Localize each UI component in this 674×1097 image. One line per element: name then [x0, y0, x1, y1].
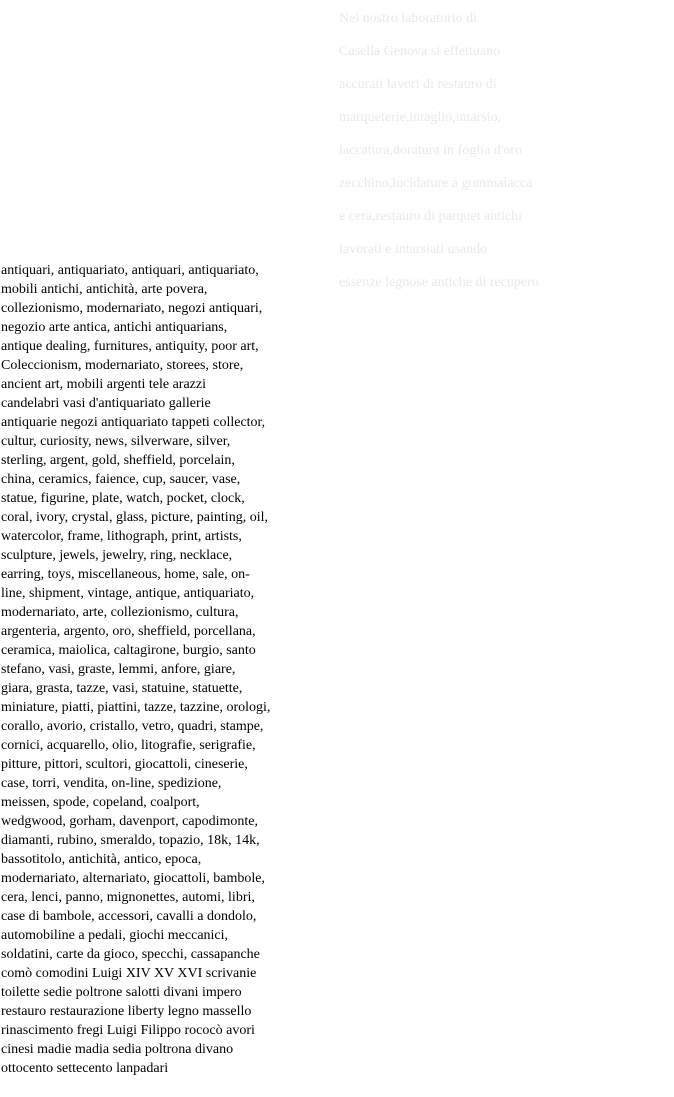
keyword-line: giara, grasta, tazze, vasi, statuine, statuette,: [1, 681, 243, 696]
keyword-line: meissen, spode, copeland, coalport,: [1, 795, 200, 810]
keyword-line: line, shipment, vintage, antique, antiquariato,: [1, 586, 255, 601]
keyword-line: modernariato, arte, collezionismo, cultura,: [1, 605, 239, 620]
keyword-line: watercolor, frame, lithograph, print, artists,: [1, 529, 242, 544]
keyword-line: statue, figurine, plate, watch, pocket, clock,: [1, 491, 245, 506]
keyword-line: earring, toys, miscellaneous, home, sale, on-: [1, 567, 250, 582]
description-line: e cera,restauro di parquet antichi: [339, 209, 523, 224]
keyword-line: antiquari, antiquariato, antiquari, antiquariato,: [1, 263, 259, 278]
keyword-line: cornici, acquarello, olio, litografie, serigrafie,: [1, 738, 256, 753]
description-line: essenze legnose antiche di recupero: [339, 275, 539, 290]
keyword-line: cultur, curiosity, news, silverware, silver,: [1, 434, 231, 449]
description-line: laccatura,doratura in foglia d'oro: [339, 143, 522, 158]
keyword-line: case, torri, vendita, on-line, spedizione,: [1, 776, 222, 791]
keyword-line: ceramica, maiolica, caltagirone, burgio, santo: [1, 643, 256, 658]
description-line: accurati lavori di restauro di: [339, 77, 497, 92]
keyword-line: mobili antichi, antichità, arte povera,: [1, 282, 208, 297]
keyword-line: rinascimento fregi Luigi Filippo rococò avori: [1, 1023, 255, 1038]
keyword-line: collezionismo, modernariato, negozi antiquari,: [1, 301, 263, 316]
keyword-line: diamanti, rubino, smeraldo, topazio, 18k, 14k,: [1, 833, 260, 848]
keyword-line: cera, lenci, panno, mignonettes, automi, libri,: [1, 890, 255, 905]
description-line: Casella Genova si effettuano: [339, 44, 501, 59]
keyword-line: stefano, vasi, graste, lemmi, anfore, giare,: [1, 662, 236, 677]
keyword-line: automobiline a pedali, giochi meccanici,: [1, 928, 229, 943]
keyword-line: pitture, pittori, scultori, giocattoli, cineserie,: [1, 757, 248, 772]
description-line: Nel nostro laboratorio di: [339, 11, 478, 26]
keyword-line: toilette sedie poltrone salotti divani impero: [1, 985, 242, 1000]
keyword-line: Coleccionism, modernariato, storees, store,: [1, 358, 244, 373]
keyword-line: comò comodini Luigi XIV XV XVI scrivanie: [1, 966, 257, 981]
seo-keywords-block: [1, 261, 288, 1078]
keyword-line: soldatini, carte da gioco, specchi, cassapanche: [1, 947, 260, 962]
description-line: zecchino,lucidature a gommalacca: [339, 176, 533, 191]
keyword-line: argenteria, argento, oro, sheffield, porcellana,: [1, 624, 256, 639]
keyword-line: corallo, avorio, cristallo, vetro, quadri, stampe,: [1, 719, 264, 734]
restoration-description: [339, 2, 559, 306]
keyword-line: sculpture, jewels, jewelry, ring, necklace,: [1, 548, 233, 563]
keyword-line: ottocento settecento lanpadari: [1, 1061, 169, 1076]
keyword-line: modernariato, alternariato, giocattoli, bambole,: [1, 871, 265, 886]
keyword-line: antiquarie negozi antiquariato tappeti collector,: [1, 415, 266, 430]
keyword-line: cinesi madie madia sedia poltrona divano: [1, 1042, 234, 1057]
description-line: lavorati e intarsiati usando: [339, 242, 488, 257]
keyword-line: ancient art, mobili argenti tele arazzi: [1, 377, 206, 392]
keyword-line: candelabri vasi d'antiquariato gallerie: [1, 396, 211, 411]
keyword-line: miniature, piatti, piattini, tazze, tazzine, orologi,: [1, 700, 271, 715]
keyword-line: bassotitolo, antichità, antico, epoca,: [1, 852, 202, 867]
keyword-line: antique dealing, furnitures, antiquity, poor art,: [1, 339, 259, 354]
keyword-line: negozio arte antica, antichi antiquarians,: [1, 320, 228, 335]
keyword-line: coral, ivory, crystal, glass, picture, painting, oil,: [1, 510, 268, 525]
keyword-line: restauro restaurazione liberty legno massello: [1, 1004, 252, 1019]
keyword-line: sterling, argent, gold, sheffield, porcelain,: [1, 453, 235, 468]
keyword-line: china, ceramics, faience, cup, saucer, vase,: [1, 472, 241, 487]
description-line: marqueterie,intaglio,intarsio,: [339, 110, 502, 125]
keyword-line: wedgwood, gorham, davenport, capodimonte,: [1, 814, 258, 829]
keyword-line: case di bambole, accessori, cavalli a dondolo,: [1, 909, 257, 924]
